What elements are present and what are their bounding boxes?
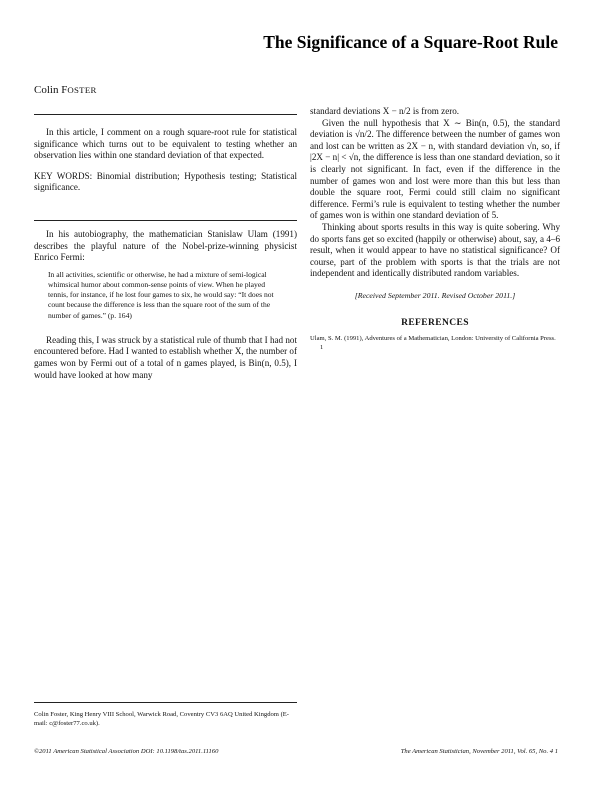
fermi-quote: In all activities, scientific or otherwise, he had a mixture of semi-logical whimsical humor about common-sense points of view. When he played tennis, for instance, if he lost four games to six, he would say: “It does not count because the difference is less than the square root of the sum of the number of games.” (p. 164) <box>48 269 274 320</box>
references-heading: REFERENCES <box>401 317 469 328</box>
author-last-rest: OSTER <box>67 85 97 95</box>
author-last-initial: F <box>61 84 68 96</box>
footer-journal: The American Statistician, November 2011, Vol. 65, No. 4 1 <box>400 748 558 755</box>
author-name <box>34 84 97 96</box>
intro-paragraph: In his autobiography, the mathematician Stanislaw Ulam (1991) describes the playful nature of the Nobel-prize-winning physicist Enrico Fermi: <box>34 229 297 263</box>
quote-block <box>34 264 297 321</box>
abstract-block <box>34 127 297 194</box>
article-title: The Significance of a Square-Root Rule <box>263 32 558 52</box>
right-paragraph-1: Given the null hypothesis that X ∼ Bin(n, 0.5), the standard deviation is √n/2. The difference between the number of games won and lost can be written as 2X − n, with standard deviation √n, so, if |2X − n| < √n, the difference is less than one standard deviation, so it is clearly not significant. In fact, even if the difference in the number of games won and lost were more than this but less than double the square root, Fermi could still claim no significant difference. Fermi’s rule is equivalent to testing whether the number of games won is within one standard deviation of 5. <box>310 117 560 221</box>
footer-copyright: ©2011 American Statistical Association DOI: 10.1198/tas.2011.11160 <box>34 748 219 755</box>
reference-item: Ulam, S. M. (1991), Adventures of a Mathematician, London: University of California Press. 1 <box>310 334 556 351</box>
left-paragraph-2: Reading this, I was struck by a statistical rule of thumb that I had not encountered before. Had I wanted to establish whether X, the number of games won by Fermi out of a total of n games played, is Bin(n, 0.5), I would have looked at how many <box>34 334 297 380</box>
received-note: [Received September 2011. Revised October 2011.] <box>354 290 516 300</box>
abstract-top-rule <box>34 114 297 115</box>
abstract-text: In this article, I comment on a rough square-root rule for statistical significance which turns out to be equivalent to testing whether an observation lies within one standard deviation of that expected. <box>34 127 297 161</box>
author-first-name: Colin <box>34 84 62 96</box>
footnote-rule <box>34 702 297 703</box>
right-column-body <box>310 106 560 352</box>
left-column-body <box>34 229 297 381</box>
author-footnote: Colin Foster, King Henry VIII School, Warwick Road, Coventry CV3 6AQ United Kingdom (E-mail: c@foster77.co.uk). <box>34 711 289 728</box>
keywords: KEY WORDS: Binomial distribution; Hypothesis testing; Statistical significance. <box>34 170 297 193</box>
abstract-bottom-rule <box>34 220 297 221</box>
right-paragraph-2: Thinking about sports results in this way is quite sobering. Why do sports fans get so excited (happily or otherwise) about, say, a 4–6 result, when it would appear to have no statistical significance? Of course, part of the problem with sports is that the trials are not independent and identically distributed random variables. <box>310 221 560 279</box>
right-paragraph-0: standard deviations X − n/2 is from zero. <box>310 106 460 116</box>
